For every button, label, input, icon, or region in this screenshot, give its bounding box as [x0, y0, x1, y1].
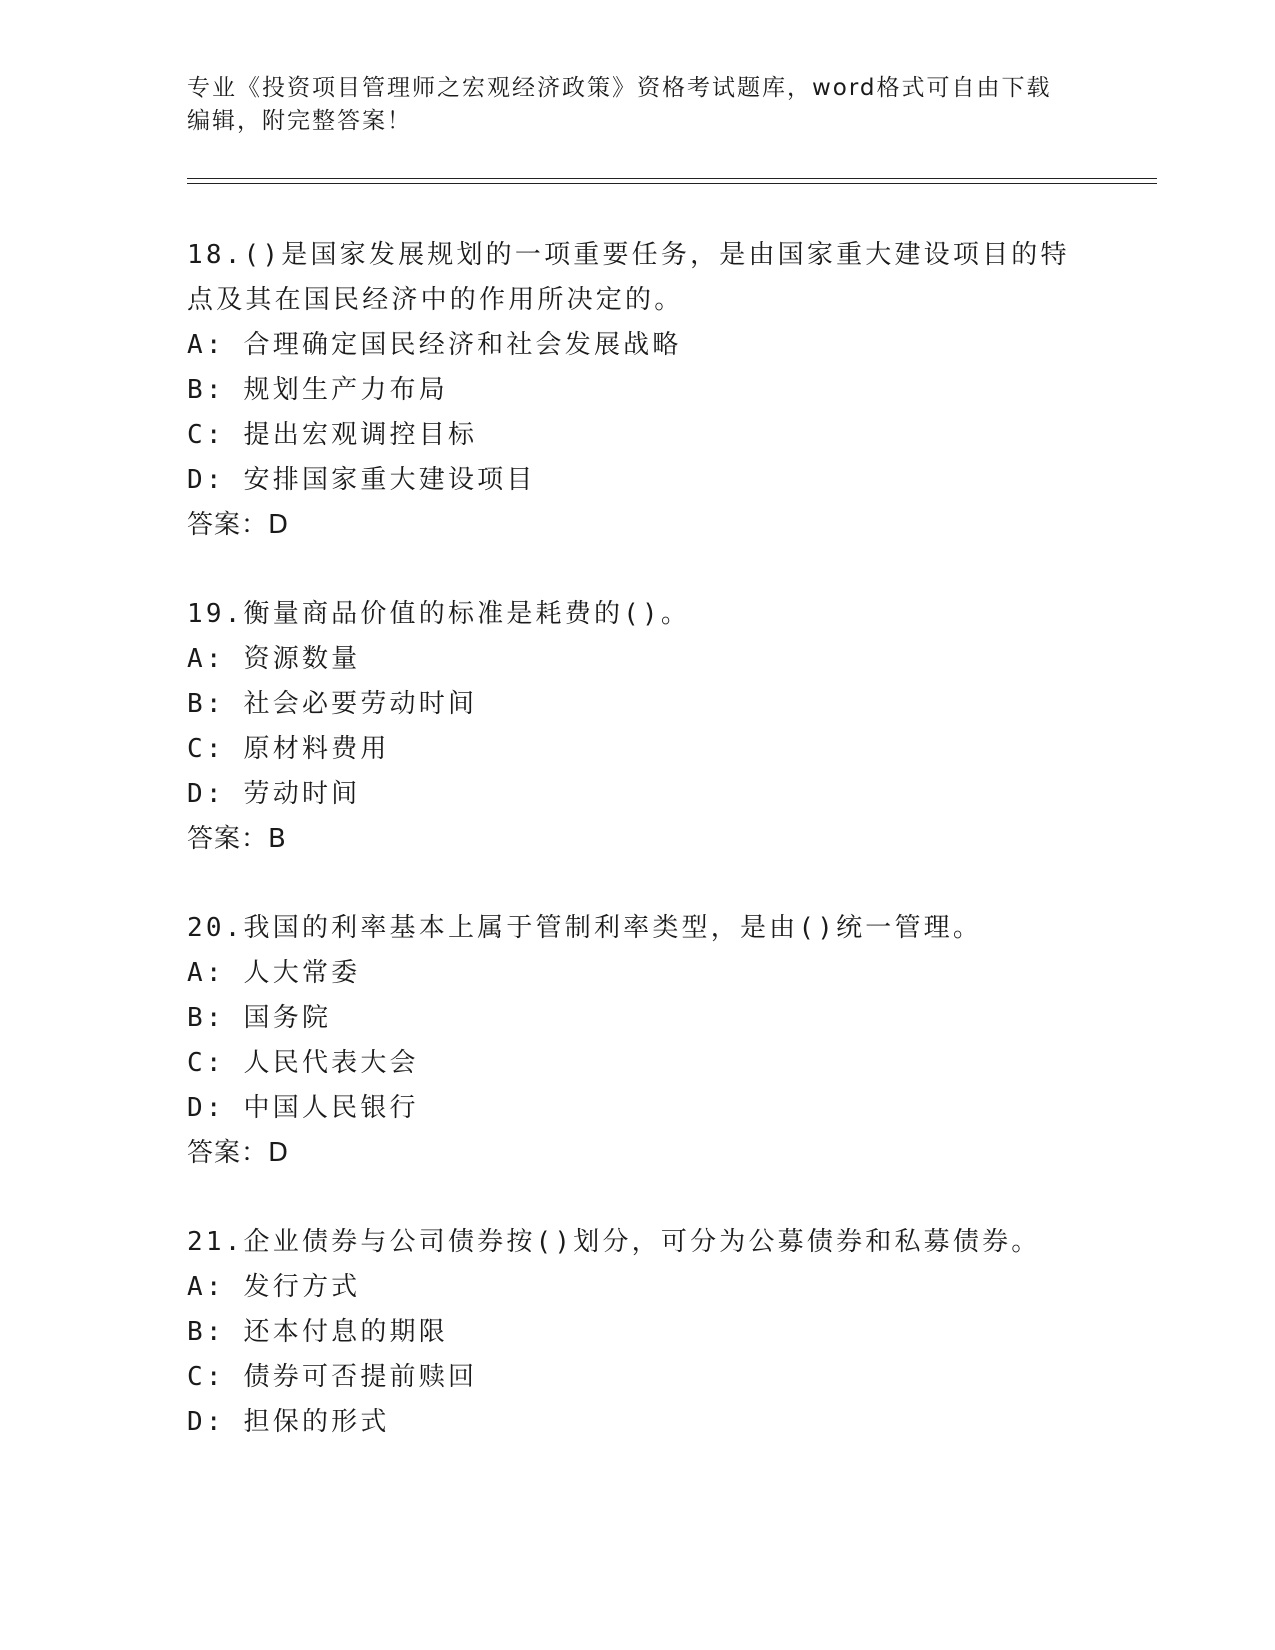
- option-d: D: 劳动时间: [187, 779, 361, 809]
- option-c: C: 人民代表大会: [187, 1048, 419, 1078]
- option-d: D: 中国人民银行: [187, 1093, 419, 1123]
- question-19: [187, 592, 1087, 862]
- option-c: C: 原材料费用: [187, 734, 390, 764]
- option-c: C: 提出宏观调控目标: [187, 420, 478, 450]
- question-stem: 21.企业债券与公司债券按()划分，可分为公募债券和私募债券。: [187, 1227, 1041, 1257]
- option-b: B: 社会必要劳动时间: [187, 689, 478, 719]
- option-d: D: 安排国家重大建设项目: [187, 465, 536, 495]
- option-b: B: 规划生产力布局: [187, 375, 448, 405]
- answer-line: 答案：D: [187, 1138, 290, 1168]
- question-stem: 20.我国的利率基本上属于管制利率类型，是由()统一管理。: [187, 913, 983, 943]
- answer-line: 答案：D: [187, 510, 290, 540]
- header-rule-bottom: [187, 183, 1157, 184]
- question-stem: 19.衡量商品价值的标准是耗费的()。: [187, 599, 691, 629]
- option-a: A: 人大常委: [187, 958, 361, 988]
- question-18: [187, 233, 1087, 548]
- question-20: [187, 906, 1087, 1176]
- answer-line: 答案：B: [187, 824, 287, 854]
- question-21: [187, 1220, 1087, 1445]
- header-rule-top: [187, 178, 1157, 179]
- option-b: B: 还本付息的期限: [187, 1317, 448, 1347]
- option-a: A: 发行方式: [187, 1272, 361, 1302]
- option-a: A: 资源数量: [187, 644, 361, 674]
- document-header: 专业《投资项目管理师之宏观经济政策》资格考试题库，word格式可自由下载编辑，附完整答案！: [187, 75, 1052, 134]
- option-d: D: 担保的形式: [187, 1407, 390, 1437]
- option-a: A: 合理确定国民经济和社会发展战略: [187, 330, 682, 360]
- option-c: C: 债券可否提前赎回: [187, 1362, 478, 1392]
- question-stem: 18.()是国家发展规划的一项重要任务，是由国家重大建设项目的特点及其在国民经济中的作用所决定的。: [187, 240, 1070, 315]
- option-b: B: 国务院: [187, 1003, 332, 1033]
- question-list: [187, 233, 1087, 1489]
